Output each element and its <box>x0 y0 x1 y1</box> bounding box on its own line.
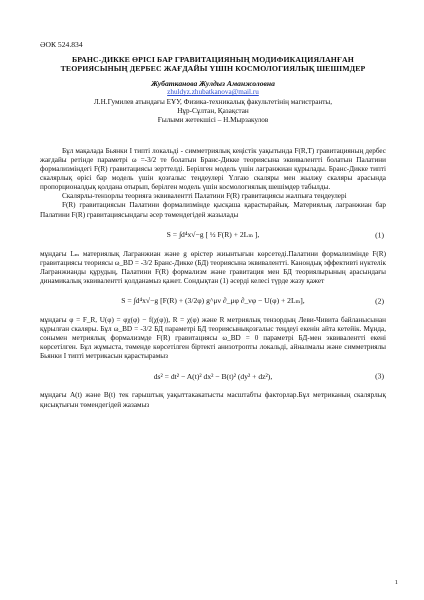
equation-1 <box>40 223 386 247</box>
paragraph-scale-factors: мұндағы A(t) және B(t) тек гарыштық уақыттакакатысты масштабты факторлар.Бұл метриканың скалярлық қисықтығын төмендегідей жазамыз <box>40 391 386 409</box>
author-email-line <box>40 88 386 97</box>
equation-1-number: (1) <box>375 230 384 240</box>
author-affiliation: Л.Н.Гумилев атындағы ЕҰУ, Физика-техникалық факультетінің магистранты, <box>93 97 333 106</box>
udc-code: ӘОК 524.834 <box>40 40 83 49</box>
abstract-paragraph: Бұл мақалада Бьянки I типті локальді - симметриялық кеңістік уақытында F(R,T) гравитацияның дербес жағдайы ретінде параметрі ω =-3/2 те болатын Бранс-Дикке теориясына эквивалентті болатын Палатини формализміндегі F(R) гравитациясы зерттелді. Берілген модель үшін лагранжиан құрылады. Бранс-Дикке типті скалярлық өрісі бар модель үшін қозғалыс теңдеулері Үлгаю скаляры мен жылжу скаляры арасында пропорционалдық қолдана отырып, берілген модель үшін космологиялық шешімдер табылды. <box>40 146 386 192</box>
author-email-link[interactable]: zhuldyz.zhubatkanova@mail.ru <box>167 88 259 97</box>
author-city: Нұр-Сұлтан, Қазақстан <box>177 107 249 116</box>
paragraph-bianchi: мұндағы φ = F_R, U(φ) = φχ(φ) − f(χ(φ)), R = χ(φ) және R метриялық тензордың Леви-Чивита байланысынан құрылған скаляры. Бұл ω_BD = -3/2 БД параметрі БД теориясынықозғалыс теңдеуі екенін айта кетейік. Мұнда, сонымен метриялық формализмде F(R) гравитациясы ω_BD = 0 параметрі БД-мен эквивалентті екені көрсетілген. Бұл жұмыста, төменде көрсетілген біртекті анизотропты локальді, айналмалы және симметриялы Бьянки I типті метрикасын қарастырамыз <box>40 315 386 361</box>
equation-1-body: S = ∫d⁴x√−g [ ½ F(R) + 2Lₘ ], <box>166 230 260 240</box>
author-name: Жубатканова Жулдыз Аманжоловна <box>151 78 275 88</box>
paragraph-bd-equivalence: мұндағы Lₘ материялық Лагранжиан және g өрістер жиынтығын көрсетеді.Палатини формализміндe F(R) гравитациясы теориясы ω_BD = -3/2 Бранс-Дикке (БД) теориясына эквивалентті. Канондық эффективті нүктелік Лагранжианды құрудың, Палатини F(R) формализм және гравитация мен БД теориялырының арасындағы динамикалық эквиваленттi қолданамыз қажет. Сондықтан (1) әсерді келесі түрде жазу қажет <box>40 249 386 285</box>
paper-title: БРАНС-ДИККЕ ӨРІСІ БАР ГРАВИТАЦИЯНЫҢ МОДИФИКАЦИЯЛАНҒАН ТЕОРИЯСЫНЫҢ ДЕРБЕС ЖАҒДАЙЫ ҮШІН КОСМОЛОГИЯЛЫҚ ШЕШІМДЕР <box>60 55 366 74</box>
equation-3-body: ds² = dt² − A(t)² dx² − B(t)² (dy² + dz²), <box>153 371 273 381</box>
section-gap <box>40 126 386 147</box>
paragraph-equations-intro: Скалярлы-тензорлы теорияға эквивалентті Палатини F(R) гравитациясы жалпыға теңдеулері <box>62 192 347 201</box>
equation-3 <box>40 364 386 388</box>
page-number: 1 <box>394 579 398 586</box>
paragraph-palatini: F(R) гравитациясын Палатини формализмінде қысқаша қарастырайық. Материялық лагранжиан бар Палатини F(R) гравитациясындағы әсер төмендегідей жазылады <box>40 201 386 219</box>
equation-2-body: S = ∫d⁴x√−g [F(R) + (3/2φ) g^μν ∂_μφ ∂_νφ − U(φ) + 2Lₘ], <box>121 296 305 306</box>
equation-2 <box>40 289 386 313</box>
equation-2-number: (2) <box>375 296 384 306</box>
equation-3-number: (3) <box>375 371 384 381</box>
supervisor: Ғылыми жетекшісі – Н.Мырзакулов <box>157 116 269 125</box>
